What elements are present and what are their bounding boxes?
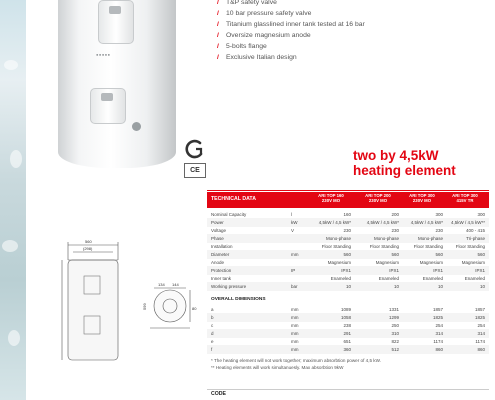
row-value: 314 — [477, 331, 485, 336]
footnote: ** Heating elements will work simultanuesly. Max absorbtion 9kW — [211, 365, 344, 370]
row-value: 4,5kW / 4,5 kW* — [366, 220, 399, 225]
row-value: 1299 — [388, 315, 399, 320]
row-unit: mm — [291, 252, 299, 257]
column-header: ARI TOP 200 230V MO — [365, 193, 391, 204]
feature-item: / 5-bolts flange — [217, 43, 267, 50]
row-label: Installation — [211, 244, 233, 249]
row-value: 300 — [477, 212, 485, 217]
gas-certification-icon — [185, 139, 205, 159]
diameter-outer-label: 560 — [85, 239, 92, 244]
column-header: ARI TOP 160 230V MO — [318, 193, 344, 204]
row-value: 4,5kW / 4,5 kW** — [450, 220, 485, 225]
feature-item: / 10 bar pressure safety valve — [217, 10, 312, 17]
row-value: Tri-phase — [466, 236, 485, 241]
table-row — [207, 282, 489, 291]
row-value: IPX1 — [389, 268, 399, 273]
row-label: Nominal Capacity — [211, 212, 247, 217]
row-value: 200 — [391, 212, 399, 217]
row-unit: l — [291, 212, 292, 217]
row-value: 1174 — [433, 339, 443, 344]
row-unit: kW — [291, 220, 298, 225]
row-value: 1174 — [475, 339, 485, 344]
row-value: Mono-phase — [417, 236, 443, 241]
row-value: 10 — [437, 284, 443, 289]
row-value: 10 — [479, 284, 485, 289]
row-label: Inner tank — [211, 276, 232, 281]
feature-item: / T&P safety valve — [217, 0, 277, 6]
row-label: d — [211, 331, 214, 336]
row-unit: mm — [291, 323, 299, 328]
row-label: c — [211, 323, 214, 328]
row-value: 10 — [393, 284, 399, 289]
technical-drawing — [40, 198, 200, 368]
row-label: Protection — [211, 268, 232, 273]
row-value: Magnesium — [461, 260, 485, 265]
row-value: 651 — [343, 339, 351, 344]
row-value: 1331 — [388, 307, 399, 312]
row-value: Floor Standing — [369, 244, 399, 249]
row-label: Power — [211, 220, 224, 225]
row-value: 560 — [391, 252, 399, 257]
overall-dimensions-title: OVERALL DIMENSIONS — [211, 297, 266, 302]
row-value: Enameled — [422, 276, 443, 281]
technical-data-header — [207, 192, 489, 208]
water-heater-image — [58, 0, 176, 168]
row-value: Floor Standing — [413, 244, 443, 249]
row-label: Diameter — [211, 252, 230, 257]
row-label: a — [211, 307, 214, 312]
row-value: 512 — [391, 347, 399, 352]
headline — [353, 148, 491, 178]
row-value: 230 — [391, 228, 399, 233]
row-value: 1857 — [432, 307, 443, 312]
feature-list — [217, 0, 457, 63]
row-value: 254 — [477, 323, 485, 328]
row-label: Working pressure — [211, 284, 247, 289]
row-value: 400 - 415 — [465, 228, 485, 233]
row-unit: mm — [291, 347, 299, 352]
row-value: 1089 — [340, 307, 351, 312]
row-value: 160 — [343, 212, 351, 217]
row-value: IPX1 — [341, 268, 351, 273]
valve-icon — [132, 122, 141, 131]
row-label: f — [211, 347, 213, 352]
ce-mark-icon: CE — [184, 163, 206, 178]
row-unit: mm — [291, 339, 299, 344]
row-value: Mono-phase — [325, 236, 351, 241]
row-value: 230 — [435, 228, 443, 233]
dim-599-label: 599 — [142, 303, 147, 310]
row-value: 314 — [435, 331, 443, 336]
table-top-rule — [207, 190, 489, 191]
row-value: Enameled — [464, 276, 485, 281]
brand-logo-mark: ●●●●● — [96, 52, 111, 57]
row-unit: V — [291, 228, 295, 233]
row-label: e — [211, 339, 214, 344]
row-value: Magnesium — [375, 260, 399, 265]
column-header: ARI TOP 300 230V MO — [409, 193, 435, 204]
row-value: 860 — [477, 347, 485, 352]
row-value: 1825 — [474, 315, 485, 320]
row-unit: IP — [291, 268, 296, 273]
row-value: 254 — [435, 323, 443, 328]
row-value: 560 — [435, 252, 443, 257]
row-value: 1857 — [474, 307, 485, 312]
row-value: 360 — [343, 347, 351, 352]
feature-item: / Oversize magnesium anode — [217, 32, 311, 39]
row-label: b — [211, 315, 214, 320]
feature-item: / Exclusive Italian design — [217, 54, 297, 61]
row-value: 310 — [391, 331, 399, 336]
dim-144-label: 144 — [172, 282, 179, 287]
row-value: Enameled — [330, 276, 351, 281]
row-value: 560 — [477, 252, 485, 257]
row-unit: bar — [291, 284, 298, 289]
row-value: 4,5kW / 4,5 kW* — [410, 220, 443, 225]
row-value: 560 — [343, 252, 351, 257]
row-value: 291 — [343, 331, 351, 336]
footnotes — [211, 357, 481, 371]
row-value: Magnesium — [327, 260, 351, 265]
row-value: IPX1 — [475, 268, 485, 273]
row-value: 250 — [391, 323, 399, 328]
row-value: 230 — [343, 228, 351, 233]
row-label: Voltage — [211, 228, 227, 233]
row-label: Phase — [211, 236, 224, 241]
diameter-inner-label: (298) — [83, 246, 93, 251]
dim-80-label: 80 — [192, 306, 197, 311]
technical-data-title: TECHNICAL DATA — [211, 196, 256, 202]
row-value: 1058 — [340, 315, 351, 320]
footnote: * The heating element will not work together; maximum absorbtion power of 4,5 kW. — [211, 358, 381, 363]
feature-item: / Titanium glasslined inner tank tested at 16 bar — [217, 21, 365, 28]
row-value: Magnesium — [419, 260, 443, 265]
row-unit: mm — [291, 331, 299, 336]
row-value: 300 — [435, 212, 443, 217]
code-rule — [207, 389, 489, 390]
row-value: 822 — [391, 339, 399, 344]
row-value: 1825 — [432, 315, 443, 320]
headline-line2: heating element — [353, 163, 456, 178]
background-water-strip — [0, 0, 26, 400]
dim-134-label: 134 — [158, 282, 165, 287]
row-value: Enameled — [378, 276, 399, 281]
row-value: 4,5kW / 4,5 kW* — [318, 220, 351, 225]
row-value: 10 — [345, 284, 351, 289]
row-unit: mm — [291, 307, 299, 312]
row-label: Anode — [211, 260, 225, 265]
column-header: ARI TOP 300 415V TR — [452, 193, 478, 204]
headline-line1: two by 4,5kW — [353, 148, 439, 163]
table-row — [207, 345, 489, 354]
row-value: 238 — [343, 323, 351, 328]
row-value: 860 — [435, 347, 443, 352]
row-value: Mono-phase — [373, 236, 399, 241]
row-unit: mm — [291, 315, 299, 320]
row-value: Floor Standing — [455, 244, 485, 249]
code-title: CODE — [211, 391, 226, 397]
row-value: Floor Standing — [321, 244, 351, 249]
row-value: IPX1 — [433, 268, 443, 273]
